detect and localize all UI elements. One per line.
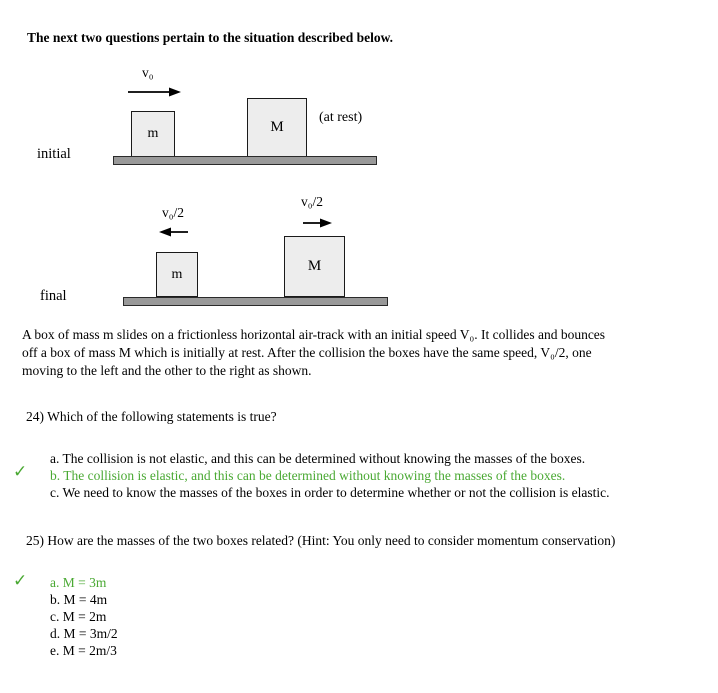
q24-option-c: c. We need to know the masses of the boxes in order to determine whether or not the collision is elastic. (50, 485, 610, 500)
mass-m-label: m (147, 126, 159, 141)
v0-half-left-label: v₀/2 (162, 205, 184, 220)
q25-option-d: d. M = 3m/2 (50, 626, 118, 641)
right-arrow-icon (302, 217, 332, 229)
mass-m-label: m (171, 266, 183, 282)
final-state-label: final (40, 288, 67, 304)
q24-option-a: a. The collision is not elastic, and this can be determined without knowing the masses of the boxes. (50, 451, 586, 466)
left-arrow-icon (159, 226, 189, 238)
page-title: The next two questions pertain to the situation described below. (27, 30, 394, 45)
v0-half-right-label: v₀/2 (301, 194, 323, 209)
right-arrow-icon (127, 86, 181, 98)
q25-option-e: e. M = 2m/3 (50, 643, 117, 658)
description-line-3: moving to the left and the other to the right as shown. (22, 363, 312, 378)
description-line-2: off a box of mass M which is initially at rest. After the collision the boxes have the same speed, V₀/2, one (22, 345, 592, 360)
question-24-prompt: 24) Which of the following statements is true? (26, 409, 277, 424)
q25-option-b: b. M = 4m (50, 592, 108, 607)
q24-option-b: b. The collision is elastic, and this can be determined without knowing the masses of the boxes. (50, 468, 566, 483)
q25-option-a: a. M = 3m (50, 575, 107, 590)
mass-M-box-final (284, 236, 345, 297)
air-track-initial (113, 156, 377, 165)
at-rest-label: (at rest) (319, 110, 363, 125)
initial-state-label: initial (37, 146, 71, 162)
mass-m-box-final (156, 252, 198, 297)
mass-M-label: M (270, 119, 284, 135)
checkmark-icon: ✓ (13, 462, 28, 482)
mass-M-box-initial (247, 98, 307, 157)
air-track-final (123, 297, 388, 306)
question-25-prompt: 25) How are the masses of the two boxes related? (Hint: You only need to consider momentum conservation) (26, 533, 616, 548)
mass-M-label: M (307, 258, 322, 274)
mass-m-box-initial (131, 111, 175, 157)
q25-option-c: c. M = 2m (50, 609, 107, 624)
v0-velocity-label: v₀ (142, 65, 154, 80)
checkmark-icon: ✓ (13, 571, 28, 591)
description-line-1: A box of mass m slides on a frictionless horizontal air-track with an initial speed V₀. It collides and bounces (22, 327, 606, 342)
